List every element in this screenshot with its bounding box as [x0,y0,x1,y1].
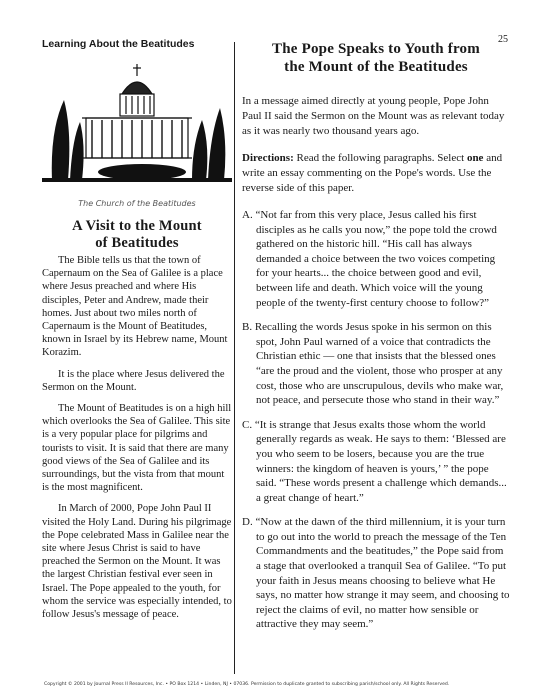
left-paragraph-1: The Bible tells us that the town of Capernaum on the Sea of Galilee is a place where Jesus preached and where His disciples, Peter and Andrew, made their homes. Just about two miles north of Capernaum is the Mount of Beatitudes, known in Israel by its Hebrew name, Mount Korazim. [42,255,228,359]
quote-a: A. “Not far from this very place, Jesus called his first disciples as he calls you now,” the pope told the crowd gathered on the historic hill. “His call has always demanded a choice between the two voices competing for your hearts... the choice between good and evil, between life and death. Which voice will the young people of the twenty-first century choose to follow?” [242,209,497,309]
left-column [42,32,232,629]
directions-paragraph [242,151,510,196]
right-column [242,40,510,642]
copyright-footer: Copyright © 2001 by Journal Press II Resources, Inc. • PO Box 1214 • Linden, NJ • 07036. Permission to duplicate granted to subscribing parish/school only. All Rights Reserved. [44,682,450,687]
section-header: Learning About the Beatitudes [42,38,195,50]
column-divider [234,42,235,674]
left-paragraph-2: It is the place where Jesus delivered the Sermon on the Mount. [42,368,225,393]
illustration-caption: The Church of the Beatitudes [78,199,196,208]
right-title-line-2: the Mount of the Beatitudes [284,59,468,75]
left-title-line-2: of Beatitudes [95,235,179,251]
right-title-line-1: The Pope Speaks to Youth from [272,41,480,57]
directions-text-1: Read the following paragraphs. Select [293,152,467,164]
left-paragraph-4: In March of 2000, Pope John Paul II visited the Holy Land. During his pilgrimage the Pope celebrated Mass in Galilee near the site where Jesus Christ is said to have preached the Sermon on the Mount. It was the largest Christian festival ever seen in Israel. The Pope appealed to the youth, for whom the service was especially intended, to follow Jesus's message of peace. [42,503,232,621]
directions-label: Directions: [242,152,294,164]
left-article-title [42,218,232,252]
intro-paragraph: In a message aimed directly at young people, Pope John Paul II said the Sermon on the Mount was as relevant today as it was nearly two thousand years ago. [242,95,505,137]
left-paragraph-3: The Mount of Beatitudes is on a high hill which overlooks the Sea of Galilee. This site is a very popular place for pilgrims and tourists to visit. It is said that there are many good views of the Sea of Galilee and its surroundings, but the vista from that mount is the most magnificent. [42,403,232,494]
page-number: 25 [498,34,508,45]
directions-text-2: and write an essay commenting on the Pope's words. Use the reverse side of this paper. [242,152,503,194]
quote-d: D. “Now at the dawn of the third millennium, it is your turn to go out into the world to preach the message of the Ten Commandments and the beatitudes,” the Pope said from a stage that overlooked a tranquil Sea of Galilee. “To put your faith in Jesus means choosing to believe what He says, no matter how strange it may seem, and choosing to reject the claims of evil, no matter how sensible or attractive they may seem.” [242,516,510,631]
church-illustration [42,60,232,190]
right-article-title [242,40,510,76]
directions-emphasis: one [466,152,484,164]
quote-c: C. “It is strange that Jesus exalts those whom the world generally regards as weak. He says to them: ‘Blessed are you who seem to be losers, because you are the true winners: the kingdom of heaven is yours,’ ” the pope said. “These words present a challenge which demands... a great change of heart.” [242,418,507,504]
quote-b: B. Recalling the words Jesus spoke in his sermon on this spot, John Paul warned of a voice that contradicts the Christian ethic — one that insists that the blessed ones “are the proud and the violent, those who prosper at any cost, those who are unscrupulous, devils who make war, not peace, and persecute those who stand in their way.” [242,321,504,407]
left-title-line-1: A Visit to the Mount [72,218,202,234]
